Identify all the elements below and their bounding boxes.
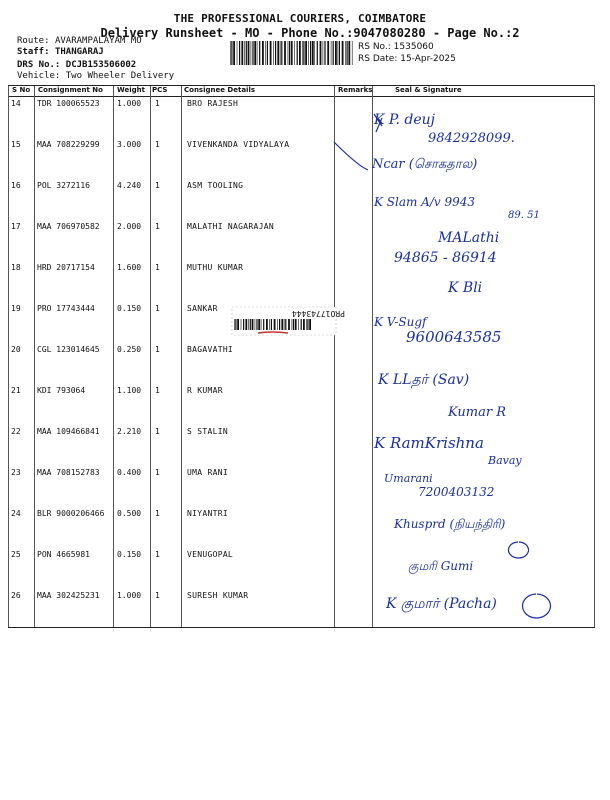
barcode-bar (266, 319, 268, 330)
cell-consignment: MAA 708229299 (37, 140, 100, 149)
barcode-bar (241, 41, 243, 65)
cell-pcs: 1 (155, 550, 160, 559)
barcode-bar (347, 41, 348, 65)
barcode-bar (252, 41, 253, 65)
cell-consignment: PRO 17743444 (37, 304, 95, 313)
barcode-bar (257, 41, 258, 65)
barcode-bar (285, 319, 286, 330)
cell-pcs: 1 (155, 140, 160, 149)
handwriting-r23a: Umarani (384, 472, 433, 485)
vehicle-line: Vehicle: Two Wheeler Delivery (17, 71, 175, 81)
barcode-bar (252, 319, 254, 330)
barcode-bar (255, 319, 256, 330)
barcode-bar (295, 319, 297, 330)
cell-consignment: CGL 123014645 (37, 345, 100, 354)
barcode-bar (235, 319, 236, 330)
cell-weight: 2.000 (117, 222, 142, 231)
cell-consignee: MUTHU KUMAR (187, 263, 244, 272)
barcode-bar (320, 41, 322, 65)
handwriting-r16a: K Slam A/v 9943 (374, 195, 476, 209)
cell-consignment: MAA 302425231 (37, 591, 100, 600)
barcode-bar (342, 41, 344, 65)
col-header-signature: Seal & Signature (395, 86, 462, 94)
barcode-bar (333, 41, 334, 65)
cell-pcs: 1 (155, 181, 160, 190)
handwriting-r14b: 9842928099. (428, 131, 515, 146)
barcode-bar (294, 41, 295, 65)
barcode-bar (263, 319, 264, 330)
barcode-bar (230, 41, 231, 65)
barcode-bar (233, 41, 235, 65)
cell-consignee: SURESH KUMAR (187, 591, 249, 600)
barcode-bar (259, 41, 260, 65)
circled-mark (523, 594, 551, 618)
barcode-bar (241, 319, 242, 330)
handwriting-r21: Kumar R (448, 405, 507, 420)
barcode-bar (323, 41, 324, 65)
cell-pcs: 1 (155, 263, 160, 272)
col-header-consignee: Consignee Details (184, 86, 256, 94)
cell-weight: 0.500 (117, 509, 142, 518)
handwriting-r24: Khusprd (நியந்திரி) (394, 517, 506, 531)
barcode-bar (289, 41, 290, 65)
barcode-bar (262, 41, 264, 65)
barcode-bar (335, 41, 337, 65)
barcode-bar (310, 41, 311, 65)
handwriting-r22a: K RamKrishna (374, 434, 484, 452)
barcode-bar (271, 319, 272, 330)
barcode-bar (288, 319, 290, 330)
barcode-bar (331, 41, 332, 65)
barcode-bar (258, 319, 260, 330)
barcode-bar (270, 41, 272, 65)
col-header-sno: S No (12, 86, 31, 94)
drs-label: DRS No.: (17, 60, 61, 70)
cell-pcs: 1 (155, 468, 160, 477)
barcode-bar (251, 41, 252, 65)
cell-consignee: MALATHI NAGARAJAN (187, 222, 274, 231)
handwriting-r19b: 9600643585 (406, 328, 502, 346)
cell-sno: 14 (11, 99, 21, 108)
cell-consignment: MAA 109466841 (37, 427, 100, 436)
cell-weight: 1.600 (117, 263, 142, 272)
barcode-bar (237, 319, 239, 330)
handwriting-r17b: 94865 - 86914 (394, 250, 497, 266)
cell-consignment: MAA 708152783 (37, 468, 100, 477)
cell-weight: 1.000 (117, 99, 142, 108)
cell-pcs: 1 (155, 345, 160, 354)
barcode-bar (327, 41, 329, 65)
drs-barcode (228, 40, 354, 66)
cell-weight: 3.000 (117, 140, 142, 149)
barcode-bar (277, 41, 279, 65)
cell-sno: 19 (11, 304, 21, 313)
staff-line (17, 47, 104, 57)
barcode-bar (280, 41, 281, 65)
barcode-bar (298, 319, 299, 330)
company-title: THE PROFESSIONAL COURIERS, COIMBATORE (173, 12, 427, 25)
barcode-bar (339, 41, 340, 65)
cell-consignee: R KUMAR (187, 386, 223, 395)
cell-consignee: NIYANTRI (187, 509, 228, 518)
barcode-bar (317, 41, 318, 65)
barcode-bar (248, 41, 250, 65)
cell-sno: 26 (11, 591, 21, 600)
barcode-bar (299, 41, 301, 65)
barcode-bar (301, 319, 302, 330)
cell-pcs: 1 (155, 386, 160, 395)
handwriting-r20: K LLதர் (Sav) (378, 372, 470, 388)
barcode-bar (324, 41, 325, 65)
col-header-weight: Weight (117, 86, 145, 94)
barcode-bar (250, 319, 251, 330)
cell-pcs: 1 (155, 99, 160, 108)
handwriting-r22b: Bavay (488, 454, 522, 467)
col-header-consignment: Consignment No (38, 86, 103, 94)
barcode-bar (308, 41, 309, 65)
barcode-bar (239, 41, 240, 65)
barcode-bar (312, 41, 314, 65)
barcode-bar (314, 41, 315, 65)
handwriting-r15: Ncar (சொகதால) (372, 157, 478, 172)
barcode-bar (297, 41, 298, 65)
barcode-bar (284, 41, 286, 65)
runsheet-title: Delivery Runsheet - MO - Phone No.:9047080280 - Page No.:2 (100, 26, 520, 40)
cell-consignment: HRD 20717154 (37, 263, 95, 272)
handwriting-r19a: K V-Sugf (374, 315, 427, 329)
handwriting-r26: K குமார் (Pacha) (386, 596, 497, 612)
barcode-bar (243, 319, 244, 330)
cell-sno: 16 (11, 181, 21, 190)
cell-weight: 0.150 (117, 304, 142, 313)
cell-consignee: BRO RAJESH (187, 99, 239, 108)
cell-consignee: UMA RANI (187, 468, 228, 477)
barcode-bar (309, 319, 311, 330)
cell-consignee: SANKAR (187, 304, 218, 313)
cell-sno: 20 (11, 345, 21, 354)
cell-consignment: BLR 9000206466 (37, 509, 105, 518)
consignment-barcode-sticker (232, 307, 345, 335)
barcode-bar (274, 319, 276, 330)
barcode-bar (307, 319, 308, 330)
cell-consignee: ASM TOOLING (187, 181, 244, 190)
route-value: AVARAMPALAYAM MO (54, 36, 142, 46)
barcode-bar (261, 319, 262, 330)
handwriting-r17a: MALathi (438, 230, 500, 246)
barcode-bar (291, 41, 293, 65)
route-line (17, 36, 142, 46)
barcode-bar (256, 319, 257, 330)
cell-weight: 0.150 (117, 550, 142, 559)
staff-value: THANGARAJ (54, 47, 104, 57)
barcode-bar (306, 319, 307, 330)
cell-consignee: BAGAVATHI (187, 345, 234, 354)
rs-number: RS No.: 1535060 (358, 42, 434, 52)
barcode-bar (279, 319, 280, 330)
handwriting-r23b: 7200403132 (418, 485, 495, 499)
cell-consignment: MAA 706970582 (37, 222, 100, 231)
barcode-bar (345, 41, 346, 65)
cell-weight: 1.000 (117, 591, 142, 600)
handwriting-r25: குமரி Gumi (408, 559, 474, 573)
barcode-bar (269, 319, 270, 330)
barcode-bar (267, 41, 268, 65)
barcode-bar (303, 41, 304, 65)
barcode-bar (265, 41, 266, 65)
cell-sno: 22 (11, 427, 21, 436)
cell-sno: 23 (11, 468, 21, 477)
barcode-bar (275, 41, 276, 65)
staff-label: Staff: (17, 47, 50, 57)
barcode-bar (245, 319, 247, 330)
cell-sno: 25 (11, 550, 21, 559)
barcode-bar (273, 41, 274, 65)
barcode-bar (284, 319, 285, 330)
cell-consignment: POL 3272116 (37, 181, 90, 190)
barcode-bar (246, 41, 247, 65)
cell-weight: 2.210 (117, 427, 142, 436)
signature-column (368, 96, 594, 636)
barcode-bar (244, 41, 245, 65)
cell-consignment: PON 4665981 (37, 550, 90, 559)
cell-pcs: 1 (155, 591, 160, 600)
cell-consignee: VIVENKANDA VIDYALAYA (187, 140, 290, 149)
barcode-bar (277, 319, 278, 330)
barcode-bar (231, 41, 232, 65)
cell-pcs: 1 (155, 427, 160, 436)
cell-pcs: 1 (155, 304, 160, 313)
barcode-bar (303, 319, 305, 330)
cell-weight: 4.240 (117, 181, 142, 190)
cell-pcs: 1 (155, 222, 160, 231)
barcode-bar (237, 41, 238, 65)
cell-weight: 1.100 (117, 386, 142, 395)
col-header-pcs: PCS (152, 86, 168, 94)
cell-consignee: VENUGOPAL (187, 550, 234, 559)
handwriting-r14a: K P. deuj (374, 112, 435, 128)
cell-consignment: TDR 100065523 (37, 99, 100, 108)
cell-consignee: S STALIN (187, 427, 228, 436)
cell-sno: 24 (11, 509, 21, 518)
sticker-label: PRO17743444 (292, 309, 345, 318)
barcode-bar (305, 41, 307, 65)
barcode-bar (254, 41, 256, 65)
barcode-bar (281, 319, 283, 330)
cell-sno: 18 (11, 263, 21, 272)
barcode-bar (352, 41, 353, 65)
col-header-remarks: Remarks (338, 86, 373, 94)
cell-pcs: 1 (155, 509, 160, 518)
cell-sno: 17 (11, 222, 21, 231)
barcode-bar (248, 319, 249, 330)
barcode-bar (348, 41, 350, 65)
barcode-bar (338, 41, 339, 65)
cell-sno: 15 (11, 140, 21, 149)
barcode-bar (293, 319, 294, 330)
cell-weight: 0.400 (117, 468, 142, 477)
handwriting-r18: K Bli (448, 280, 483, 296)
circled-mark (509, 542, 529, 558)
route-label: Route: (17, 36, 50, 46)
barcode-bar (292, 319, 293, 330)
barcode-bar (234, 319, 235, 330)
handwriting-r16b: 89. 51 (508, 210, 540, 221)
drs-line (17, 60, 136, 70)
cell-weight: 0.250 (117, 345, 142, 354)
barcode-bar (281, 41, 282, 65)
barcode-bar (302, 41, 303, 65)
rs-date: RS Date: 15-Apr-2025 (358, 54, 456, 64)
cell-sno: 21 (11, 386, 21, 395)
barcode-bar (288, 41, 289, 65)
cell-consignment: KDI 793064 (37, 386, 86, 395)
drs-value: DCJB153506002 (65, 60, 137, 70)
